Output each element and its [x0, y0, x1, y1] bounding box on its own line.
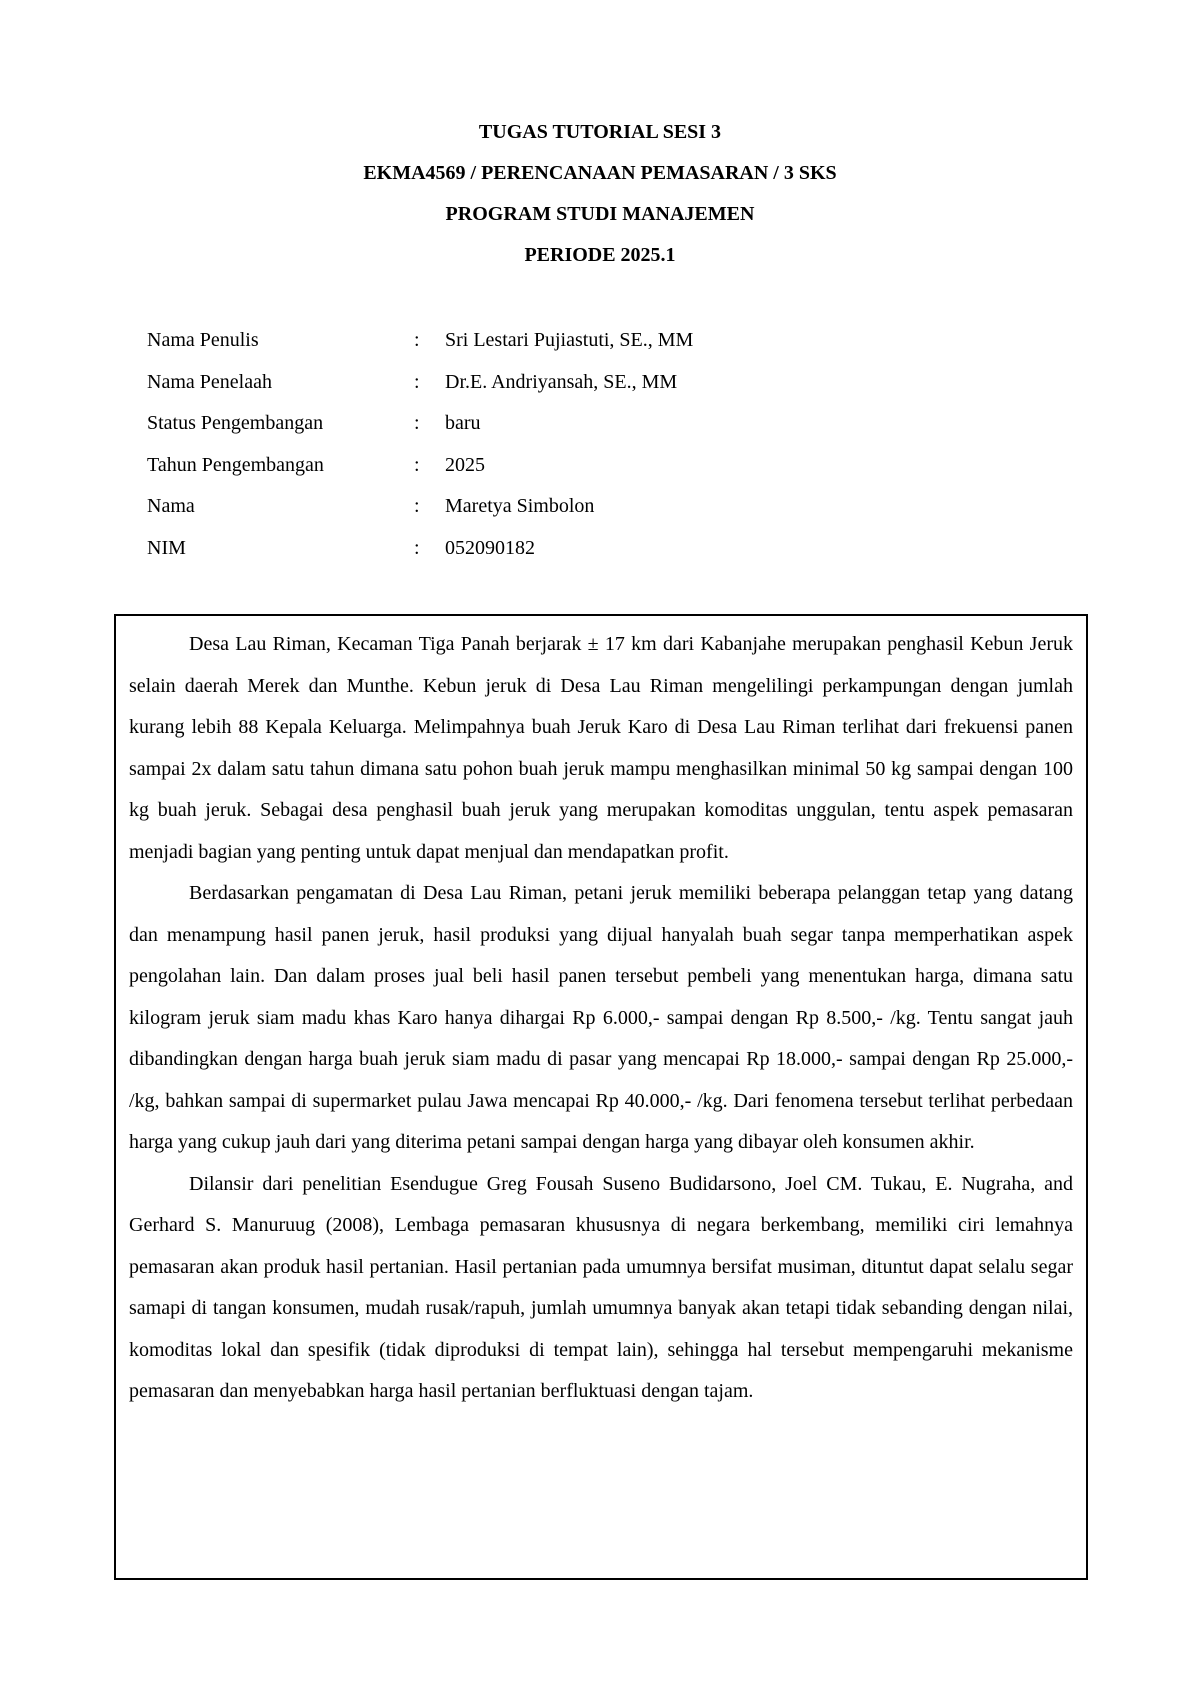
info-label: Status Pengembangan [147, 412, 324, 434]
info-label: Nama Penulis [147, 329, 259, 351]
info-value: 052090182 [445, 536, 535, 559]
info-row-reviewer [147, 362, 1047, 404]
info-row-author [147, 320, 1047, 362]
info-label: Tahun Pengembangan [147, 453, 324, 476]
info-row-status [147, 403, 1047, 445]
info-colon: : [414, 495, 420, 517]
info-label: Nama Penelaah [147, 370, 272, 393]
info-value: Maretya Simbolon [445, 495, 595, 517]
info-value: Dr.E. Andriyansah, SE., MM [445, 370, 678, 393]
info-label: Nama [147, 495, 195, 517]
info-colon: : [414, 412, 420, 434]
paragraph: Dilansir dari penelitian Esendugue Greg Fousah Suseno Budidarsono, Joel CM. Tukau, E. Nugraha, and Gerhard S. Manuruug (2008), Lembaga pemasaran khususnya di negara berkembang, memiliki ciri lemahnya pemasaran akan produk hasil pertanian. Hasil pertanian pada umumnya bersifat musiman, dituntut dapat selalu segar samapi di tangan konsumen, mudah rusak/rapuh, jumlah umumnya banyak akan tetapi tidak sebanding dengan nilai, komoditas lokal dan spesifik (tidak diproduksi di tempat lain), sehingga hal tersebut mempengaruhi mekanisme pemasaran dan menyebabkan harga hasil pertanian berfluktuasi dengan tajam. [129, 1172, 1073, 1402]
info-row-name [147, 486, 1047, 528]
info-row-nim [147, 528, 1047, 570]
program-line: PROGRAM STUDI MANAJEMEN [445, 203, 755, 225]
paragraph: Desa Lau Riman, Kecaman Tiga Panah berjarak ± 17 km dari Kabanjahe merupakan penghasil Kebun Jeruk selain daerah Merek dan Munthe. Kebun jeruk di Desa Lau Riman mengelilingi perkampungan dengan jumlah kurang lebih 88 Kepala Keluarga. Melimpahnya buah Jeruk Karo di Desa Lau Riman terlihat dari frekuensi panen sampai 2x dalam satu tahun dimana satu pohon buah jeruk mampu menghasilkan minimal 50 kg sampai dengan 100 kg buah jeruk. Sebagai desa penghasil buah jeruk yang merupakan komoditas unggulan, tentu aspek pemasaran menjadi bagian yang penting untuk dapat menjual dan mendapatkan profit. [129, 633, 1073, 863]
info-value: baru [445, 412, 481, 434]
info-row-year [147, 445, 1047, 487]
course-line: EKMA4569 / PERENCANAAN PEMASARAN / 3 SKS [363, 162, 837, 184]
info-colon: : [414, 536, 420, 559]
info-colon: : [414, 329, 420, 351]
info-colon: : [414, 453, 420, 476]
paragraph: Berdasarkan pengamatan di Desa Lau Riman, petani jeruk memiliki beberapa pelanggan tetap yang datang dan menampung hasil panen jeruk, hasil produksi yang dijual hanyalah buah segar tanpa memperhatikan aspek pengolahan lain. Dan dalam proses jual beli hasil panen tersebut pembeli yang menentukan harga, dimana satu kilogram jeruk siam madu khas Karo hanya dihargai Rp 6.000,- sampai dengan Rp 8.500,- /kg. Tentu sangat jauh dibandingkan dengan harga buah jeruk siam madu di pasar yang mencapai Rp 18.000,- sampai dengan Rp 25.000,- /kg, bahkan sampai di supermarket pulau Jawa mencapai Rp 40.000,- /kg. Dari fenomena tersebut terlihat perbedaan harga yang cukup jauh dari yang diterima petani sampai dengan harga yang dibayar oleh konsumen akhir. [129, 882, 1073, 1153]
info-label: NIM [147, 536, 186, 559]
info-colon: : [414, 370, 420, 393]
info-value: 2025 [445, 453, 485, 476]
info-value: Sri Lestari Pujiastuti, SE., MM [445, 329, 694, 351]
document-header [0, 112, 1200, 276]
period-line: PERIODE 2025.1 [524, 244, 676, 266]
title-line: TUGAS TUTORIAL SESI 3 [478, 121, 722, 143]
case-text-box [114, 614, 1088, 1580]
info-table [147, 320, 1047, 569]
